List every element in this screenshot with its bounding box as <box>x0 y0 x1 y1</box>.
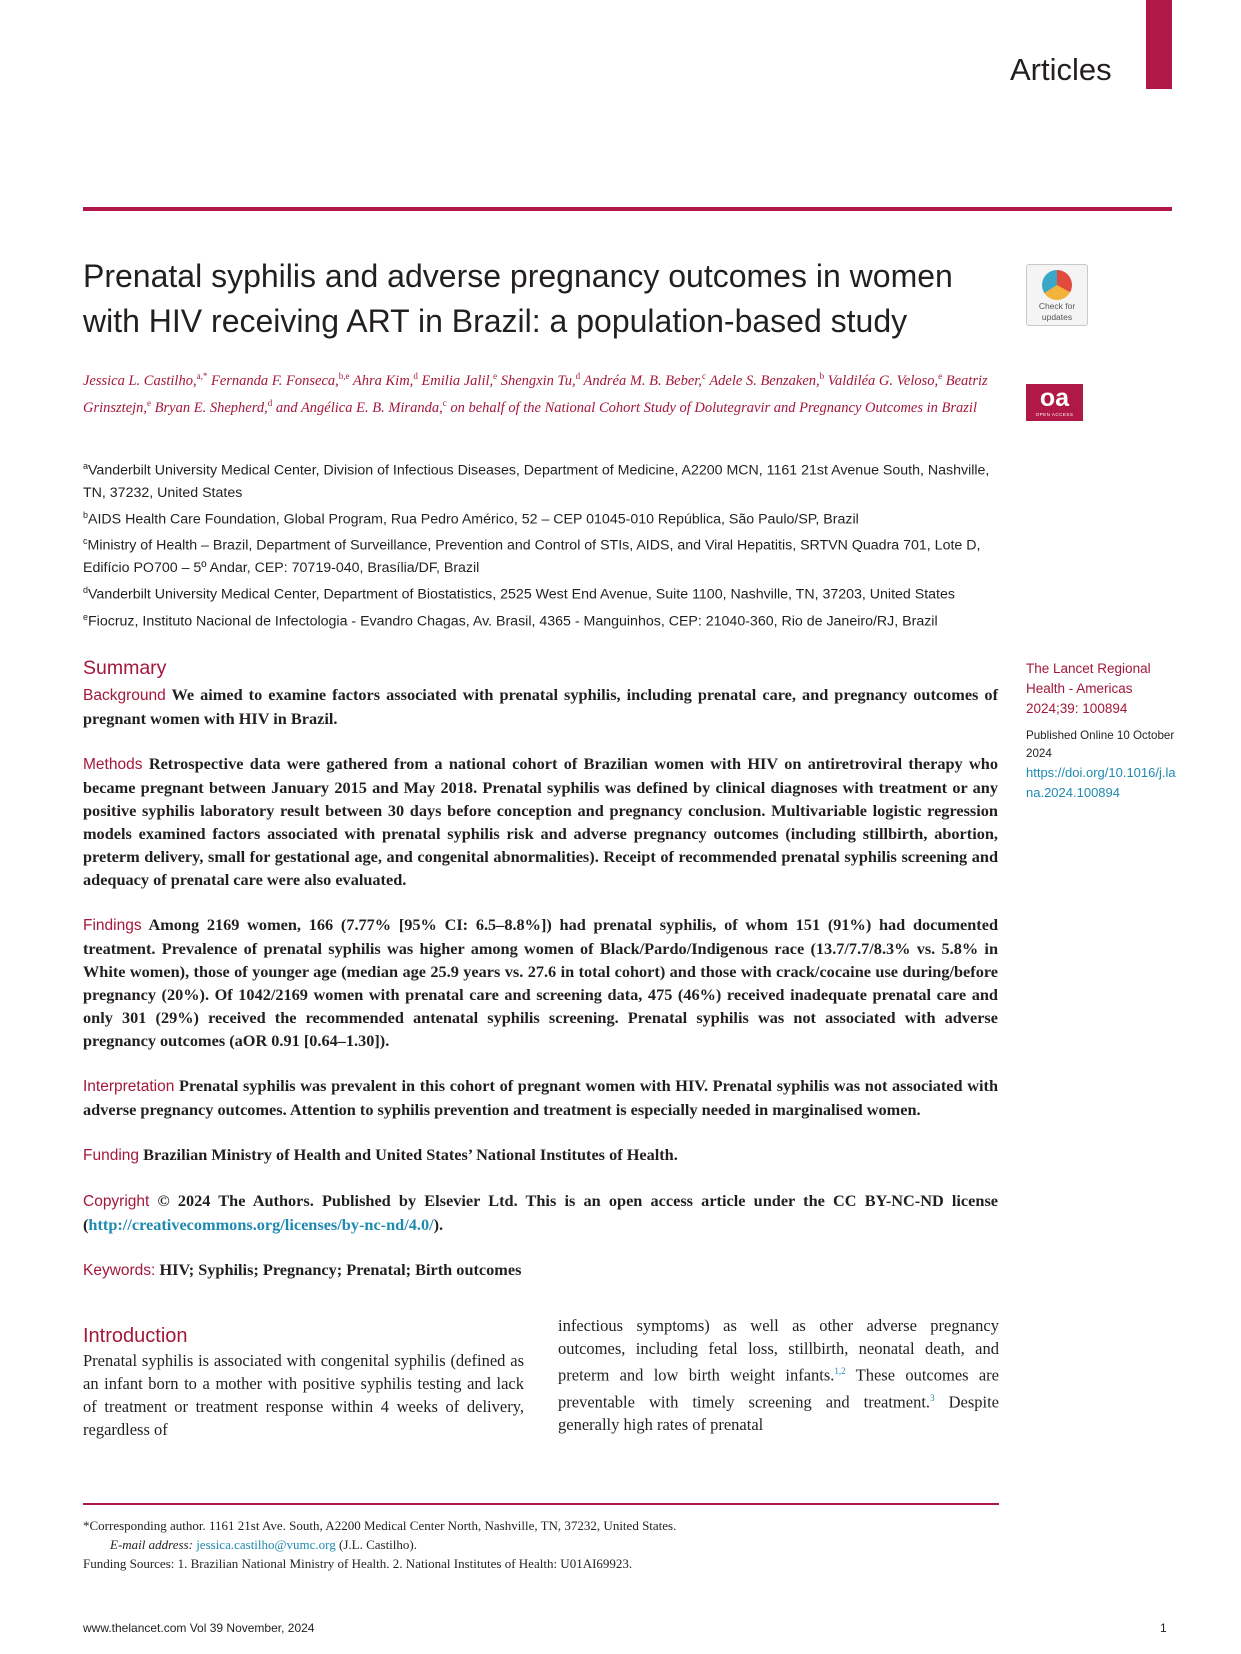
keywords-label: Keywords: <box>83 1262 156 1279</box>
summary-keywords: Keywords: HIV; Syphilis; Pregnancy; Prenatal; Birth outcomes <box>83 1260 522 1279</box>
oa-label: oa <box>1039 384 1070 412</box>
section-color-tab <box>1146 0 1172 89</box>
check-for-updates-icon <box>1042 270 1072 300</box>
header-rule <box>83 207 1172 211</box>
footnote-rule <box>83 1503 999 1505</box>
open-access-badge <box>1026 384 1083 421</box>
citation-ref[interactable]: 3 <box>930 1392 935 1403</box>
summary-copyright: Copyright © 2024 The Authors. Published by Elsevier Ltd. This is an open access article under the CC BY-NC-ND license (http://creativecommons.org/licenses/by-nc-nd/4.0/). <box>83 1191 999 1234</box>
author[interactable]: Ahra Kim,$^d$ <box>352 371 418 389</box>
summary-section <box>83 657 998 1282</box>
author[interactable]: Andréa M. B. Beber,$^c$ <box>583 371 706 389</box>
summary-heading: Summary <box>83 657 167 679</box>
author[interactable]: Beatriz Grinsztejn,$^e$ <box>83 372 988 416</box>
funding-label: Funding <box>83 1147 140 1164</box>
published-date: Published Online 10 October 2024 <box>1026 729 1175 760</box>
article-sidebar <box>1026 659 1176 803</box>
license-link[interactable]: http://creativecommons.org/licenses/by-nc-nd/4.0/ <box>88 1215 434 1234</box>
corresponding-author-note: *Corresponding author. 1161 21st Ave. South, A2200 Medical Center North, Nashville, TN, 37232, United States. <box>83 1518 677 1533</box>
check-badge-line1: Check for <box>1038 301 1076 311</box>
findings-label: Findings <box>83 917 142 934</box>
authors-tail: on behalf of the National Cohort Study of Dolutegravir and Pregnancy Outcomes in Brazil <box>450 399 977 416</box>
article-title: Prenatal syphilis and adverse pregnancy outcomes in women with HIV receiving ART in Brazil: a population-based study <box>83 258 953 339</box>
affiliations <box>83 455 1013 633</box>
introduction-left-column: Prenatal syphilis is associated with congenital syphilis (defined as an infant born to a mother with positive syphilis testing and lack of treatment or treatment response within 4 weeks of delivery, regardless of <box>83 1351 524 1439</box>
copyright-label: Copyright <box>83 1193 150 1210</box>
author[interactable]: Valdiléa G. Veloso,$^e$ <box>827 371 943 389</box>
author[interactable]: Fernanda F. Fonseca,$^{b,e}$ <box>210 371 350 389</box>
check-for-updates-button[interactable] <box>1026 264 1088 326</box>
affiliation: $^a$Vanderbilt University Medical Center, Division of Infectious Diseases, Department of Medicine, A2200 MCN, 1161 21st Avenue South, Nashville, TN, 37232, United States <box>83 461 990 501</box>
email-link[interactable]: jessica.castilho@vumc.org <box>196 1537 336 1552</box>
methods-label: Methods <box>83 756 143 773</box>
author[interactable]: Shengxin Tu,$^d$ <box>500 371 581 389</box>
introduction-right-column: infectious symptoms) as well as other adverse pregnancy outcomes, including fetal loss, stillbirth, neonatal death, and preterm and low birth weight infants.$^{1,2}$ These outcomes are preventable with timely screening and treatment.$^3$ Despite generally high rates of prenatal <box>558 1316 1000 1434</box>
check-badge-line2: updates <box>1041 312 1073 322</box>
funding-sources-note: Funding Sources: 1. Brazilian National Ministry of Health. 2. National Institutes of Health: U01AI69923. <box>83 1556 633 1571</box>
background-label: Background <box>83 687 166 704</box>
introduction-heading: Introduction <box>83 1325 188 1347</box>
summary-interpretation: Interpretation Prenatal syphilis was prevalent in this cohort of pregnant women with HIV. Prenatal syphilis was not associated with adverse pregnancy outcomes. Attention to syphilis prevention and treatment is especially needed in marginalised women. <box>83 1076 998 1119</box>
summary-methods: Methods Retrospective data were gathered from a national cohort of Brazilian women with HIV on antiretroviral therapy who became pregnant between January 2015 and May 2018. Prenatal syphilis was defined by clinical diagnoses with treatment or any positive syphilis laboratory result between 30 days before conception and pregnancy conclusion. Multivariable logistic regression models examined factors associated with prenatal syphilis risk and adverse pregnancy outcomes (including stillbirth, abortion, preterm delivery, small for gestational age, and congenital abnormalities). Receipt of recommended prenatal syphilis screening and adequacy of prenatal care were also evaluated. <box>83 754 998 889</box>
citation-ref[interactable]: 1,2 <box>834 1366 846 1376</box>
affiliation: $^e$Fiocruz, Instituto Nacional de Infectologia - Evandro Chagas, Av. Brasil, 4365 - Manguinhos, CEP: 21040-360, Rio de Janeiro/RJ, Brazil <box>83 611 938 630</box>
page-number: 1 <box>1160 1621 1167 1635</box>
footnotes <box>83 1516 999 1573</box>
affiliation: $^b$AIDS Health Care Foundation, Global Program, Rua Pedro Américo, 52 – CEP 01045-010 República, São Paulo/SP, Brazil <box>83 509 859 528</box>
affiliation: $^c$Ministry of Health – Brazil, Department of Surveillance, Prevention and Control of STIs, AIDS, and Viral Hepatitis, SRTVN Quadra 701, Lote D, Edifício PO700 – 5º Andar, CEP: 70719-040, Brasília/DF, Brazil <box>83 536 981 577</box>
journal-name: The Lancet Regional Health - Americas <box>1026 661 1151 696</box>
affiliation: $^d$Vanderbilt University Medical Center, Department of Biostatistics, 2525 West End Avenue, Suite 1100, Nashville, TN, 37203, United States <box>83 585 955 603</box>
author[interactable]: Adele S. Benzaken,$^b$ <box>709 371 825 389</box>
summary-background: Background We aimed to examine factors associated with prenatal syphilis, including prenatal care, and pregnancy outcomes of pregnant women with HIV in Brazil. <box>83 685 998 728</box>
footer-journal-info: www.thelancet.com Vol 39 November, 2024 <box>83 1621 315 1635</box>
oa-sub-label: OPEN ACCESS <box>1035 412 1074 417</box>
author[interactable]: Jessica L. Castilho,$^{a,*}$ <box>83 371 208 389</box>
section-label: Articles <box>1010 52 1112 87</box>
author[interactable]: and Angélica E. B. Miranda,$^c$ <box>275 397 447 416</box>
doi-link[interactable]: https://doi.org/10.1016/j.lana.2024.100894 <box>1026 765 1176 800</box>
author[interactable]: Emilia Jalil,$^e$ <box>421 371 498 389</box>
summary-findings: Findings Among 2169 women, 166 (7.77% [95% CI: 6.5–8.8%]) had prenatal syphilis, of whom 151 (91%) had documented treatment. Prevalence of prenatal syphilis was higher among women of Black/Pardo/Indigenous race (13.7/7.7/8.3% vs. 5.8% in White women), those of younger age (median age 25.9 years vs. 27.6 in total cohort) and those with crack/cocaine use during/before pregnancy (20%). Of 1042/2169 women with prenatal care and screening data, 475 (46%) received inadequate prenatal care and only 301 (29%) received the recommended antenatal syphilis screening. Prenatal syphilis was not associated with adverse pregnancy outcomes (aOR 0.91 [0.64–1.30]). <box>83 915 999 1050</box>
interpretation-label: Interpretation <box>83 1078 175 1095</box>
journal-citation: 2024;39: 100894 <box>1026 701 1128 716</box>
author[interactable]: Bryan E. Shepherd,$^d$ <box>154 397 273 416</box>
author-list <box>83 365 1023 419</box>
email-note: E-mail address: jessica.castilho@vumc.org (J.L. Castilho). <box>110 1537 417 1552</box>
summary-funding: Funding Brazilian Ministry of Health and United States’ National Institutes of Health. <box>83 1145 678 1164</box>
